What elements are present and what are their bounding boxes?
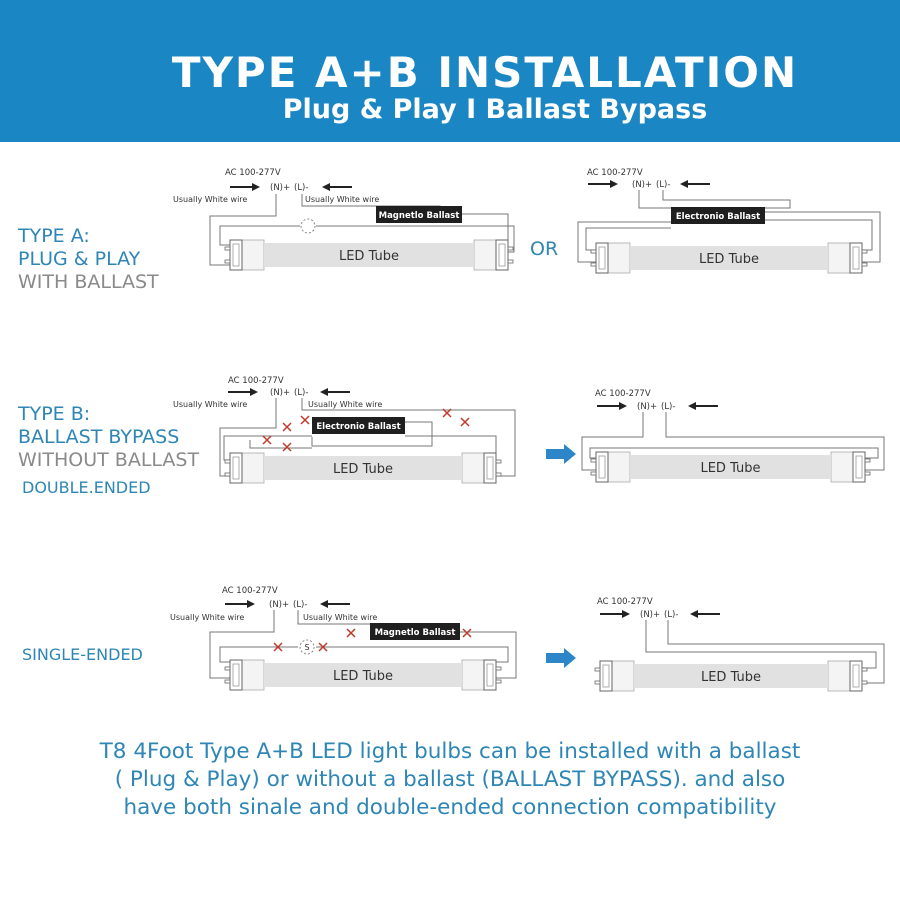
cross-icon	[347, 629, 355, 637]
cross-icon	[463, 629, 471, 637]
d3-l-label: (L)-	[294, 388, 309, 398]
starter-label: S	[304, 643, 310, 652]
cross-icon	[461, 418, 469, 426]
pin	[591, 459, 596, 462]
without-ballast-label: WITHOUT BALLAST	[18, 449, 200, 471]
arrow-right-icon	[228, 388, 258, 396]
d6-l-label: (L)-	[664, 610, 679, 620]
white-wire-label: Usually White wire	[173, 400, 248, 409]
tube-cap	[831, 452, 853, 482]
pin	[225, 460, 230, 463]
pin	[862, 263, 867, 266]
wire	[250, 440, 312, 448]
blue-arrow-icon	[546, 648, 576, 668]
pin	[591, 250, 596, 253]
d5-l-label: (L)-	[293, 600, 308, 610]
end-cap	[225, 453, 242, 483]
pin	[496, 680, 501, 683]
white-wire-label: Usually White wire	[303, 613, 378, 622]
wire	[639, 190, 671, 208]
end-cap	[591, 452, 608, 482]
cross-icon	[263, 436, 271, 444]
socket	[484, 453, 496, 483]
end-cap	[484, 660, 501, 690]
arrow-right-icon	[588, 180, 618, 188]
description-line: T8 4Foot Type A+B LED light bulbs can be installed with a ballast	[99, 739, 801, 764]
double-ended-label: DOUBLE.ENDED	[22, 478, 151, 497]
tube-cap	[828, 661, 850, 691]
d5-n-label: (N)+	[269, 600, 290, 610]
arrow-right-icon	[230, 183, 260, 191]
socket	[850, 243, 862, 273]
socket	[496, 240, 508, 270]
d6-ac-label: AC 100-277V	[597, 597, 653, 607]
single-ended-label: SINGLE-ENDED	[22, 645, 143, 664]
magnetic-ballast-label: Magnetlo Ballast	[374, 628, 456, 638]
pin	[225, 667, 230, 670]
d1-n-label: (N)+	[270, 183, 291, 193]
type-b-label: TYPE B:	[18, 403, 91, 425]
pin	[225, 473, 230, 476]
d3-n-label: (N)+	[270, 388, 291, 398]
cross-icon	[283, 423, 291, 431]
ballast-bypass-label: BALLAST BYPASS	[18, 426, 180, 448]
tube-cap	[242, 453, 264, 483]
socket	[600, 661, 612, 691]
wire	[663, 190, 790, 208]
socket	[850, 661, 862, 691]
pin	[865, 459, 870, 462]
arrow-right-icon	[597, 402, 627, 410]
tube-label: LED Tube	[332, 669, 394, 684]
pin	[496, 460, 501, 463]
socket	[230, 453, 242, 483]
cross-icon	[283, 443, 291, 451]
arrow-right-icon	[600, 610, 630, 618]
arrow-left-icon	[690, 610, 720, 618]
socket	[596, 243, 608, 273]
tube-cap	[462, 453, 484, 483]
tube-label: LED Tube	[332, 462, 394, 477]
type-a-label: TYPE A:	[18, 225, 90, 247]
pin	[225, 260, 230, 263]
pin	[225, 247, 230, 250]
white-wire-label: Usually White wire	[308, 400, 383, 409]
or-label: OR	[530, 238, 559, 260]
d1-ac-label: AC 100-277V	[225, 168, 281, 178]
tube-label: LED Tube	[698, 252, 760, 267]
cross-icon	[301, 416, 309, 424]
end-cap	[850, 661, 867, 691]
d6-n-label: (N)+	[640, 610, 661, 620]
d2-ac-label: AC 100-277V	[587, 168, 643, 178]
arrow-left-icon	[320, 600, 350, 608]
tube-cap	[474, 240, 496, 270]
socket	[484, 660, 496, 690]
pin	[862, 681, 867, 684]
tube-label: LED Tube	[700, 670, 762, 685]
pin	[591, 263, 596, 266]
pin	[225, 680, 230, 683]
tube-cap	[608, 243, 630, 273]
arrow-left-icon	[688, 402, 718, 410]
socket	[853, 452, 865, 482]
arrow-left-icon	[680, 180, 710, 188]
end-cap	[595, 661, 612, 691]
arrow-left-icon	[322, 183, 352, 191]
pin	[862, 668, 867, 671]
d1-l-label: (L)-	[294, 183, 309, 193]
pin	[595, 681, 600, 684]
pin	[496, 473, 501, 476]
end-cap	[484, 453, 501, 483]
end-cap	[850, 243, 867, 273]
pin	[496, 667, 501, 670]
socket	[230, 660, 242, 690]
tube-label: LED Tube	[700, 461, 761, 476]
d3-ac-label: AC 100-277V	[228, 376, 284, 386]
page-subtitle: Plug & Play I Ballast Bypass	[282, 94, 708, 125]
blue-arrow-icon	[546, 444, 576, 464]
white-wire-label: Usually White wire	[173, 195, 248, 204]
description	[0, 738, 900, 822]
d4-ac-label: AC 100-277V	[595, 389, 651, 399]
pin	[865, 472, 870, 475]
d2-l-label: (L)-	[656, 180, 671, 190]
pin	[508, 247, 513, 250]
d5-ac-label: AC 100-277V	[222, 586, 278, 596]
pin	[862, 250, 867, 253]
magnetic-ballast-label: Magnetlo Ballast	[378, 211, 460, 221]
arrow-right-icon	[225, 600, 255, 608]
white-wire-label: Usually White wire	[305, 195, 380, 204]
socket	[596, 452, 608, 482]
description-line: ( Plug & Play) or without a ballast (BALLAST BYPASS). and also	[114, 767, 786, 792]
with-ballast-label: WITH BALLAST	[18, 271, 159, 293]
end-cap	[853, 452, 870, 482]
page-title: TYPE A+B INSTALLATION	[171, 48, 799, 97]
tube-cap	[462, 660, 484, 690]
d2-n-label: (N)+	[632, 180, 653, 190]
pin	[595, 668, 600, 671]
end-cap	[225, 660, 242, 690]
pin	[508, 260, 513, 263]
tube-label: LED Tube	[338, 249, 400, 264]
end-cap	[496, 240, 513, 270]
tube-cap	[242, 660, 264, 690]
tube-cap	[612, 661, 634, 691]
arrow-left-icon	[320, 388, 350, 396]
plug-play-label: PLUG & PLAY	[18, 248, 141, 270]
starter-icon	[301, 219, 315, 233]
d4-n-label: (N)+	[637, 402, 658, 412]
end-cap	[591, 243, 608, 273]
d4-l-label: (L)-	[661, 402, 676, 412]
tube-cap	[242, 240, 264, 270]
tube-cap	[608, 452, 630, 482]
white-wire-label: Usually White wire	[170, 613, 245, 622]
tube-cap	[828, 243, 850, 273]
description-line: have both sinale and double-ended connection compatibility	[123, 795, 777, 820]
electronic-ballast-label: Electronio Ballast	[675, 212, 761, 222]
electronic-ballast-label: Electronio Ballast	[316, 422, 401, 432]
socket	[230, 240, 242, 270]
pin	[591, 472, 596, 475]
